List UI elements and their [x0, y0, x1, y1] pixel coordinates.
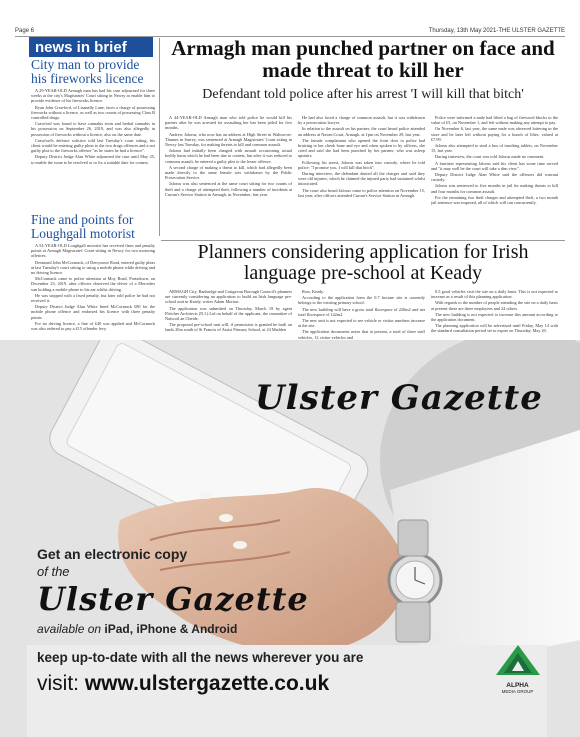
planning-paragraph: The proposed pre-school unit will, if permission is granted be built on lands 20m south of St Francis of Assisi Primary School, at 24 Madden — [165, 322, 292, 333]
planning-paragraph: The application was submitted on Thursday, March 18 by agent Fletcher Architects (N.I.) Ltd on behalf of the applicant, the committee of Naíscoil an Cheide. — [165, 305, 292, 322]
planning-paragraph: The planning application will be advertised until Friday, May 14 with the standard consultation period set to expire on Thursday, May 20. — [431, 323, 558, 334]
brief-story2-headline: Fine and points for Loughgall motorist — [31, 212, 135, 241]
lead-paragraph: During interview, the defendant denied all the charges and said they were old injuries, which he claimed the injured party had sustained whilst intoxicated. — [298, 171, 425, 187]
lead-paragraph: For the remaining two theft charges and attempted theft, a two month jail sentence was imposed, all of which will run concurrently. — [431, 194, 558, 206]
brief-story2-paragraph: McCormack came to police attention at Moy Road, Portadown, on December 23, 2019, after officers observed the driver of a Mercedes van holding a mobile phone to his ear whilst driving. — [31, 276, 155, 292]
lead-paragraph: A 44-YEAR-OLD Armagh man who told police he would kill his partner after he was arrested for assaulting her has been jailed for five months. — [165, 115, 292, 131]
planning-paragraph: 0.5 good vehicles visit the site on a daily basis. This is not expected to increase as a result of this planning application. — [431, 289, 558, 300]
ulster-gazette-advert[interactable] — [0, 340, 580, 737]
lead-paragraph: Jalorus had initially been charged with assault occasioning actual bodily harm which he had been due to contest, but after it was reduced to common assault, he entered a guilty plea to the lesser offence. — [165, 148, 292, 164]
alpha-logo-name: ALPHA — [506, 682, 529, 689]
lead-paragraph: A second charge of making a threat to kill, which had allegedly been made directly to the same female was withdrawn by the Public Prosecution Service. — [165, 164, 292, 181]
planning-paragraph: ARMAGH City, Banbridge and Craigavon Borough Council's planners are currently considering an application to build an Irish language pre-school unit in Keady, writes Adam Morton. — [165, 289, 292, 305]
news-in-brief-label: news in brief — [35, 39, 127, 56]
lead-paragraph: Andrew Jalorus, who now has an address at High Street in Walton-on-Thames in Surrey, was sentenced at Armagh Magistrates' Court sitting in Newry last Tuesday, for making threats to kill and common assault. — [165, 131, 292, 148]
planning-paragraph: The new unit is not expected to see vehicle or visitor numbers increase at the site. — [298, 318, 425, 329]
lead-paragraph: Following his arrest, Jalorus was taken into custody, where he told police: "I promise you, I will kill that bitch". — [298, 159, 425, 170]
alpha-triangle-icon — [496, 645, 540, 677]
lead-paragraph: The female complainant who opened the front door to police had bruising to her cheek bone and eye and when spoken to by officers, she cried and said she had been punched by her partner, who was asleep upstairs. — [298, 137, 425, 159]
planning-paragraph: The new building will have a gross total floorspace of 220m2 and net total floorspace of 142m2. — [298, 306, 425, 317]
dateline: Thursday, 13th May 2021-THE ULSTER GAZETTE — [428, 28, 565, 34]
ad-url[interactable]: www.ulstergazette.co.uk — [84, 672, 330, 695]
planning-headline: Planners considering application for Irish language pre-school at Keady — [197, 241, 529, 284]
brief-story1-paragraph: Deputy District Judge Alan White adjourned the case until May 25, to enable the issue to be resolved or to fix a suitable date for contest. — [31, 154, 155, 165]
lead-paragraph: Police were informed a male had lifted a bag of firewood blocks to the value of £5, on November 1, and left without making any attempt to pay. — [431, 115, 558, 126]
page-number: Page 6 — [15, 28, 35, 34]
news-in-brief-banner — [29, 37, 153, 57]
planning-paragraph: With regards to the number of people attending the site on a daily basis at present there are three employees and 24 others. — [431, 300, 558, 311]
ad-keep-up-to-date: keep up-to-date with all the news wherever you are — [37, 650, 364, 665]
brief-story1-paragraph: Crawford was found to have cannabis resin and herbal cannabis in his possession on September 26, 2019, and was also allegedly in possession of fireworks without a licence, also on the same date. — [31, 121, 155, 137]
lead-paragraph: Jalorus was also sentenced at the same court sitting for two counts of theft and a charge of attempted theft, following a number of incidents at Curran's Service Station in Armagh, in November, last year. — [165, 181, 292, 197]
brief-story2-paragraph: For no driving licence, a fine of £40 was applied and McCormack was also ordered to pay a £15 offender levy. — [31, 320, 155, 332]
ad-devices: iPad, iPhone & Android — [104, 622, 238, 636]
ad-of-the: of the — [37, 564, 70, 579]
alpha-logo-sub: MEDIA GROUP — [501, 689, 534, 694]
brief-story1-body — [31, 88, 155, 213]
ad-title: Ulster Gazette — [37, 580, 309, 618]
ad-available — [37, 622, 237, 636]
ad-available-prefix: available on — [37, 622, 105, 636]
lead-paragraph: Jalorus was sentenced to five months in jail for making threats to kill and four months for common assault. — [431, 183, 558, 194]
lead-paragraph: The court also heard Jalorus came to police attention on November 15, last year, after officers attended Curran's Service Station in Armagh. — [298, 187, 425, 198]
brief-story2-paragraph: Deputy District Judge Alan White fined McCormack £80 for the mobile phone offence and endorsed his licence with three penalty points. — [31, 304, 155, 320]
brief-story1-headline: City man to provide his fireworks licence — [31, 57, 144, 86]
brief-story2-paragraph: He was stopped with a fixed penalty, but later told police he had not received it. — [31, 292, 155, 304]
alpha-media-logo — [490, 645, 545, 705]
lead-paragraph: In relation to the assault on his partner, the court heard police attended an address at Navan Court, Armagh, at 1pm on November 29, last year. — [298, 126, 425, 137]
planning-column-2 — [298, 289, 425, 341]
brief-story2-paragraph: A 52-YEAR-OLD Loughgall motorist has received fines and penalty points at Armagh Magistrates' Court sitting in Newry for two motoring offences. — [31, 243, 155, 259]
lead-paragraph: Deputy District Judge Alan White said the offences did warrant custody. — [431, 172, 558, 183]
lead-column-1 — [165, 115, 292, 235]
lead-paragraph: He had also faced a charge of common assault, but it was withdrawn by a prosecution lawyer. — [298, 115, 425, 126]
lead-paragraph: Jalorus also attempted to steal a box of insulting tablets, on November 15, last year. — [431, 143, 558, 154]
planning-column-1 — [165, 289, 292, 341]
brief-story1-paragraph: Crawford's defence solicitor told last Tuesday's court sitting, his client would be entering guilty pleas to the two drugs offences and a not guilty plea to the fireworks offence "as he states he had a licence". — [31, 137, 155, 154]
ad-masthead: Ulster Gazette — [255, 378, 543, 418]
planning-column-3 — [431, 289, 558, 341]
brief-story2-paragraph: Desmond John McCormack, of Derryzawe Road, entered guilty pleas at last Tuesday's court sitting to using a mobile phone while driving and no driving licence. — [31, 259, 155, 276]
brief-story1-paragraph: A 29-YEAR-OLD Armagh man has had his case adjourned for three weeks at the city's Magistrates' Court sitting in Newry to enable him to provide evidence of his fireworks licence. — [31, 88, 155, 104]
planning-paragraph: Row, Keady. — [302, 289, 324, 294]
lead-paragraph: During interview, the court was told Jalorus made no comment. — [435, 154, 545, 160]
planning-paragraph: The new building is not expected to increase this amount according to the application document. — [431, 311, 558, 323]
lead-headline: Armagh man punched partner on face and made threat to kill her — [171, 36, 555, 82]
ad-get-copy: Get an electronic copy — [37, 546, 188, 562]
planning-paragraph: According to the application form the 0.7 hectare site is currently belongs to the existing primary school. — [298, 295, 425, 306]
lead-paragraph: On November 6, last year, the same male was observed loitering in the store and he later left without paying for a bunch of lilies, valued at £7.99. — [431, 126, 558, 142]
lead-column-2 — [298, 115, 425, 235]
lead-paragraph: A barrister representing Jalorus said his client has some time served and "it may well be the court will take a dim view". — [431, 160, 558, 171]
lead-column-3 — [431, 115, 558, 235]
ad-visit-prefix: visit: — [37, 672, 85, 695]
planning-paragraph: The application documents notes that at present, a total of three staff vehicles, 12 visitor vehicles and — [298, 329, 425, 340]
brief-story1-paragraph: Ryan John Crawford, of Lisanally Lane, faces a charge of possessing fireworks without a licence, as well as two counts of possessing Class B controlled drugs. — [31, 104, 155, 121]
lead-subhead: Defendant told police after his arrest 'I will kill that bitch' — [202, 87, 524, 102]
ad-visit-link[interactable] — [37, 672, 329, 696]
